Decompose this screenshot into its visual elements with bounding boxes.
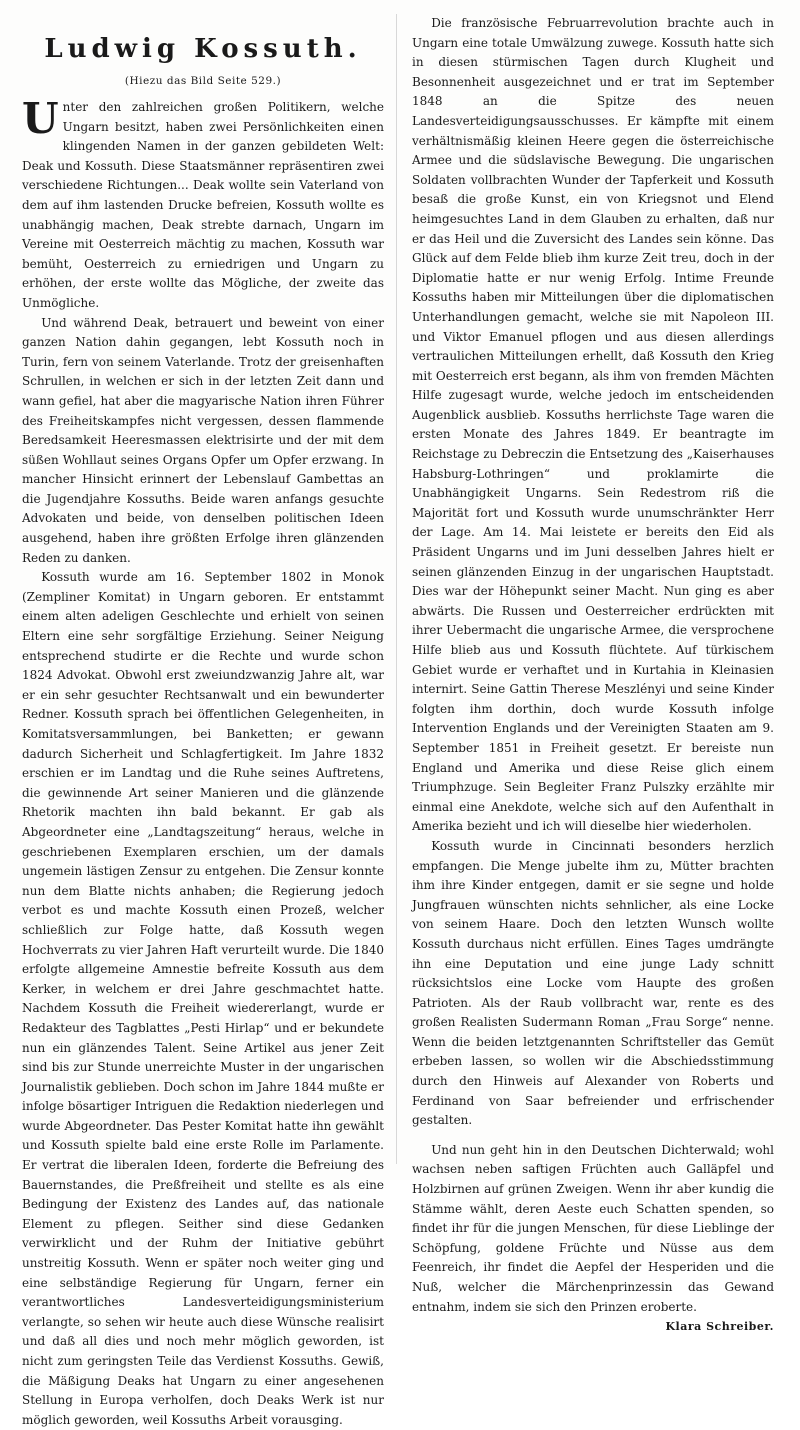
paragraph-closing xyxy=(412,1141,774,1334)
left-column xyxy=(22,14,384,1427)
paragraph-biography: Kossuth wurde am 16. September 1802 in Monok (Zempliner Komitat) in Ungarn geboren. Er entstammt einem alten adeligen Geschlechte und erhielt von seinen Eltern eine sehr sorgfältige Erziehung. Seiner Neigung entsprechend studirte er die Rechte und wurde schon 1824 Advokat. Obwohl erst zweiundzwanzig Jahre alt, war er ein sehr gesuchter Rechtsanwalt und ein bewunderter Redner. Kossuth sprach bei öffentlichen Gelegenheiten, in Komitatsversammlungen, bei Banketten; er gewann dadurch Sicherheit und Schlagfertigkeit. Im Jahre 1832 erschien er im Landtag und die Ruhe seines Auftretens, die gewinnende Art seiner Manieren und die glänzende Rhetorik machten ihn bald bekannt. Er gab als Abgeordneter eine „Landtagszeitung“ heraus, welche in geschriebenen Exemplaren erschien, um der damals ungemein lästigen Zensur zu entgehen. Die Zensur konnte nun dem Blatte nichts anhaben; die Regierung jedoch verbot es und machte Kossuth einen Prozeß, welcher schließlich zur Folge hatte, daß Kossuth wegen Hochverrats zu vier Jahren Haft verurteilt wurde. Die 1840 erfolgte allgemeine Amnestie befreite Kossuth aus dem Kerker, in welchem er drei Jahre geschmachtet hatte. Nachdem Kossuth die Freiheit wiedererlangt, wurde er Redakteur des Tagblattes „Pesti Hirlap“ und er bekundete nun ein glänzendes Talent. Seine Artikel aus jener Zeit sind bis zur Stunde unerreichte Muster in der ungarischen Journalistik geblieben. Doch schon im Jahre 1844 mußte er infolge bösartiger Intriguen die Redaktion niederlegen und wurde Abgeordneter. Das Pester Komitat hatte ihn gewählt und Kossuth spielte bald eine erste Rolle im Parlamente. Er vertrat die liberalen Ideen, forderte die Befreiung des Bauernstandes, die Preßfreiheit und stellte es als eine Bedingung der Existenz des Landes auf, das nationale Element zu pflegen. Seither sind diese Gedanken verwirklicht und der Ruhm der Initiative gebührt unstreitig Kossuth. Wenn er später noch weiter ging und eine selbständige Regierung für Ungarn, ferner ein verantwortliches Landesverteidigungsministerium verlangte, so sehen wir heute auch diese Wünsche realisirt und daß all dies und noch mehr möglich geworden, ist nicht zum geringsten Teile das Verdienst Kossuths. Gewiß, die Mäßigung Deaks hat Ungarn zu einer angesehenen Stellung in Europa verholfen, doch Deaks Werk ist nur möglich geworden, weil Kossuths Arbeit vorausging. xyxy=(22,570,384,1427)
paragraph-intro xyxy=(22,94,384,314)
paragraph-cincinnati: Kossuth wurde in Cincinnati besonders herzlich empfangen. Die Menge jubelte ihm zu, Mütter brachten ihm ihre Kinder entgegen, damit er sie segne und holde Jungfrauen wünschten nichts sehnlicher, als eine Locke von seinem Haare. Doch den letzten Wunsch wollte Kossuth durchaus nicht erfüllen. Eines Tages umdrängte ihn eine Deputation und eine junge Lady schnitt rücksichtslos eine Locke vom Haupte des großen Patrioten. Als der Raub vollbracht war, rente es des großen Realisten Sudermann Roman „Frau Sorge“ nenne. Wenn die beiden letztgenannten Schriftsteller das Gemüt erbeben lassen, so wollen wir die Abschiedsstimmung durch den Hinweis auf Alexander von Roberts und Ferdinand von Saar befreiender und erfrischender gestalten. xyxy=(412,838,774,1128)
title-block xyxy=(22,34,384,88)
column-divider xyxy=(396,14,397,1164)
author-signature: Klara Schreiber. xyxy=(665,1320,774,1334)
paragraph-deak: Und während Deak, betrauert und beweint von einer ganzen Nation dahin gegangen, lebt Kossuth noch in Turin, fern von seinem Vaterlande. Trotz der greisenhaften Schrullen, in welchen er sich in der letzten Zeit dann und wann gefiel, hat aber die magyarische Nation ihren Führer des Freiheitskampfes nicht vergessen, dessen flammende Beredsamkeit Heeresmassen elektrisirte und der mit dem süßen Wohllaut seines Organs Opfer um Opfer erzwang. In mancher Hinsicht erinnert der Lebenslauf Gambettas an die Jugendjahre Kossuths. Beide waren anfangs gesuchte Advokaten und beide, von denselben politischen Ideen ausgehend, haben ihre größten Erfolge ihren glänzenden Reden zu danken. xyxy=(22,315,384,565)
paragraph-revolution: Die französische Februarrevolution brachte auch in Ungarn eine totale Umwälzung zuwege. Kossuth hatte sich in diesen stürmischen Tagen durch Klugheit und Besonnenheit ausgezeichnet und er trat im September 1848 an die Spitze des neuen Landesverteidigungsausschusses. Er kämpfte mit einem verhältnismäßig kleinen Heere gegen die österreichische Armee und die südslavische Bewegung. Die ungarischen Soldaten vollbrachten Wunder der Tapferkeit und Kossuth besaß die große Kunst, ein von Kriegsnot und Elend heimgesuchtes Land in dem Glauben zu erhalten, daß nur er das Heil und die Zuversicht des Landes sein könne. Das Glück auf dem Felde blieb ihm kurze Zeit treu, doch in der Diplomatie hatte er nur wenig Erfolg. Intime Freunde Kossuths haben mir Mitteilungen über die diplomatischen Unterhandlungen gemacht, welche sie mit Napoleon III. und Viktor Emanuel pflogen und aus diesen allerdings vertraulichen Mitteilungen erhellt, daß Kossuth den Krieg mit Oesterreich erst begann, als ihm von fremden Mächten Hilfe zugesagt wurde, welche jedoch im entscheidenden Augenblick ausblieb. Kossuths herrlichste Tage waren die ersten Monate des Jahres 1849. Er beantragte im Reichstage zu Debreczin die Entsetzung des „Kaiserhauses Habsburg-Lothringen“ und proklamirte die Unabhängigkeit Ungarns. Sein Redestrom riß die Majorität fort und Kossuth wurde unumschränkter Herr der Lage. Am 14. Mai leistete er bereits den Eid als Präsident Ungarns und im Juni desselben Jahres hielt er seinen glänzenden Einzug in der ungarischen Hauptstadt. Dies war der Höhepunkt seiner Macht. Nun ging es aber abwärts. Die Russen und Oesterreicher erdrückten mit ihrer Uebermacht die ungarische Armee, die versprochene Hilfe blieb aus und Kossuth flüchtete. Auf türkischem Gebiet wurde er verhaftet und in Kurtahia in Kleinasien internirt. Seine Gattin Therese Meszlényi und seine Kinder folgten ihm dorthin, doch wurde Kossuth infolge Intervention Englands und der Vereinigten Staaten am 9. September 1851 in Freiheit gesetzt. Er bereiste nun England und Amerika und diese Reise glich einem Triumphzuge. Sein Begleiter Franz Pulszky erzählte mir einmal eine Anekdote, welche sich auf den Aufenthalt in Amerika bezieht und ich will dieselbe hier wiederholen. xyxy=(412,16,774,834)
article-subtitle: (Hiezu das Bild Seite 529.) xyxy=(124,75,282,87)
article-title: Ludwig Kossuth. xyxy=(44,34,362,64)
paragraph-text: nter den zahlreichen großen Politikern, welche Ungarn besitzt, haben zwei Persönlichkeiten einen klingenden Namen in der ganzen gebildeten Welt: Deak und Kossuth. Diese Staatsmänner repräsentiren zwei verschiedene Richtungen... Deak wollte sein Vaterland von dem auf ihm lastenden Drucke befreien, Kossuth wollte es unabhängig machen, Deak strebte darnach, Ungarn im Vereine mit Oesterreich mächtig zu machen, Kossuth war bemüht, Oesterreich zu erniedrigen und Ungarn zu erhöhen, der erste wollte das Mögliche, der zweite das Unmögliche. xyxy=(22,100,384,310)
left-paragraphs xyxy=(22,14,384,1430)
dropcap: U xyxy=(22,94,59,143)
paragraph-gap xyxy=(412,1131,774,1141)
paragraph-text: Und nun geht hin in den Deutschen Dichterwald; wohl wachsen neben saftigen Früchten auch Galläpfel und Holzbirnen auf grünen Zweigen. Wenn ihr aber kundig die Stämme wählt, deren Aeste euch Schatten spenden, so findet ihr für die jungen Menschen, für diese Lieblinge der Schöpfung, goldene Früchte und Nüsse aus dem Feenreich, ihr findet die Aepfel der Hesperiden und die Nuß, welcher die Märchenprinzessin das Gewand entnahm, indem sie sich den Prinzen eroberte. xyxy=(412,1142,774,1314)
right-column xyxy=(412,14,774,1334)
